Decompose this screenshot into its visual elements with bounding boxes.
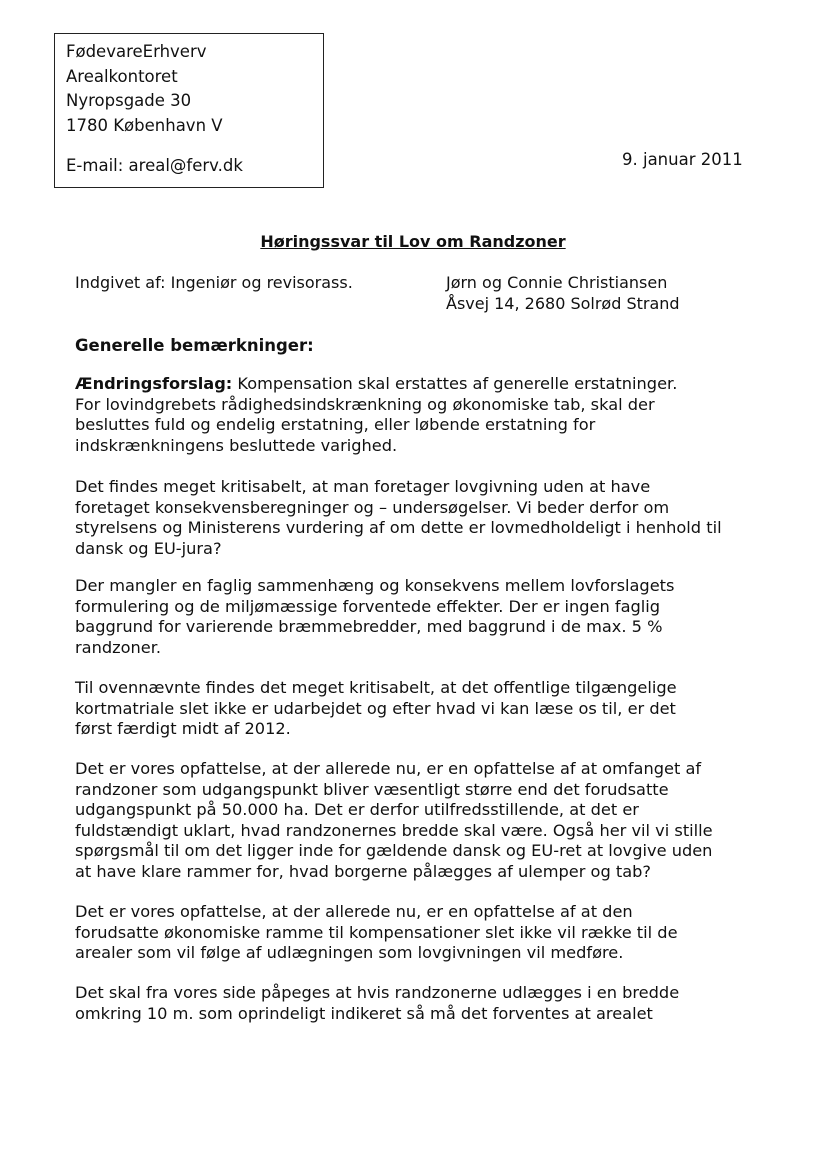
paragraph-4 [75, 678, 765, 740]
paragraph-2 [75, 477, 765, 559]
paragraph-line: spørgsmål til om det ligger inde for gældende dansk og EU-ret at lovgive uden [75, 841, 713, 860]
document-title: Høringssvar til Lov om Randzoner [260, 232, 566, 251]
submitter-label: Indgivet af: Ingeniør og revisorass. [75, 273, 353, 292]
paragraph-line: baggrund for varierende bræmmebredder, med baggrund i de max. 5 % [75, 617, 663, 636]
recipient-email: E-mail: areal@ferv.dk [66, 156, 243, 175]
paragraph-line: Det er vores opfattelse, at der allerede nu, er en opfattelse af at den [75, 902, 633, 921]
paragraph-line: Det skal fra vores side påpeges at hvis randzonerne udlægges i en bredde [75, 983, 680, 1002]
paragraph-line: Til ovennævnte findes det meget kritisabelt, at det offentlige tilgængelige [75, 678, 677, 697]
paragraph-line: randzoner som udgangspunkt bliver væsentligt større end det forudsatte [75, 779, 669, 799]
recipient-city: 1780 København V [66, 115, 223, 135]
paragraph-7 [75, 983, 765, 1024]
submitter-address: Åsvej 14, 2680 Solrød Strand [446, 293, 680, 313]
paragraph-line: omkring 10 m. som oprindeligt indikeret så må det forventes at arealet [75, 1003, 653, 1023]
address-gap [66, 138, 323, 154]
paragraph-line: foretaget konsekvensberegninger og – undersøgelser. Vi beder derfor om [75, 497, 670, 517]
paragraph-line: udgangspunkt på 50.000 ha. Det er derfor utilfredsstillende, at det er [75, 800, 639, 819]
paragraph-line: styrelsens og Ministerens vurdering af om dette er lovmedholdeligt i henhold til [75, 518, 722, 537]
paragraph-line: Det findes meget kritisabelt, at man foretager lovgivning uden at have [75, 477, 651, 496]
recipient-dept: Arealkontoret [66, 66, 178, 86]
paragraph-line: Det er vores opfattelse, at der allerede nu, er en opfattelse af at omfanget af [75, 759, 702, 778]
submitter-name: Jørn og Connie Christiansen [446, 273, 668, 292]
paragraph-line: formulering og de miljømæssige forventede effekter. Der er ingen faglig [75, 596, 661, 616]
paragraph-line: først færdigt midt af 2012. [75, 719, 291, 738]
paragraph-line: at have klare rammer for, hvad borgerne pålægges af ulemper og tab? [75, 861, 652, 881]
paragraph-line: For lovindgrebets rådighedsindskrænkning og økonomiske tab, skal der [75, 394, 655, 414]
paragraph-line: Ændringsforslag: Kompensation skal erstattes af generelle erstatninger. [75, 374, 678, 393]
paragraph-line: dansk og EU-jura? [75, 538, 222, 558]
paragraph-6 [75, 902, 765, 964]
paragraph-line: randzoner. [75, 637, 162, 657]
letter-date: 9. januar 2011 [622, 150, 743, 169]
recipient-org: FødevareErhverv [66, 42, 207, 61]
paragraph-line: kortmatriale slet ikke er udarbejdet og efter hvad vi kan læse os til, er det [75, 698, 676, 718]
recipient-street: Nyropsgade 30 [66, 91, 192, 110]
paragraph-line: forudsatte økonomiske ramme til kompensationer slet ikke vil række til de [75, 922, 678, 942]
paragraph-line: arealer som vil følge af udlægningen som lovgivningen vil medføre. [75, 943, 624, 962]
section-heading: Generelle bemærkninger: [75, 336, 314, 355]
paragraph-3 [75, 576, 765, 658]
paragraph-1 [75, 374, 765, 456]
recipient-address-box [54, 33, 324, 188]
paragraph-line: besluttes fuld og endelig erstatning, eller løbende erstatning for [75, 415, 596, 434]
paragraph-line: fuldstændigt uklart, hvad randzonernes bredde skal være. Også her vil vi stille [75, 820, 713, 840]
paragraph-line: Der mangler en faglig sammenhæng og konsekvens mellem lovforslagets [75, 576, 675, 595]
paragraph-lead: Ændringsforslag: [75, 374, 233, 393]
submitter-details [446, 273, 680, 314]
paragraph-5 [75, 759, 765, 882]
paragraph-line: indskrænkningens besluttede varighed. [75, 435, 398, 455]
